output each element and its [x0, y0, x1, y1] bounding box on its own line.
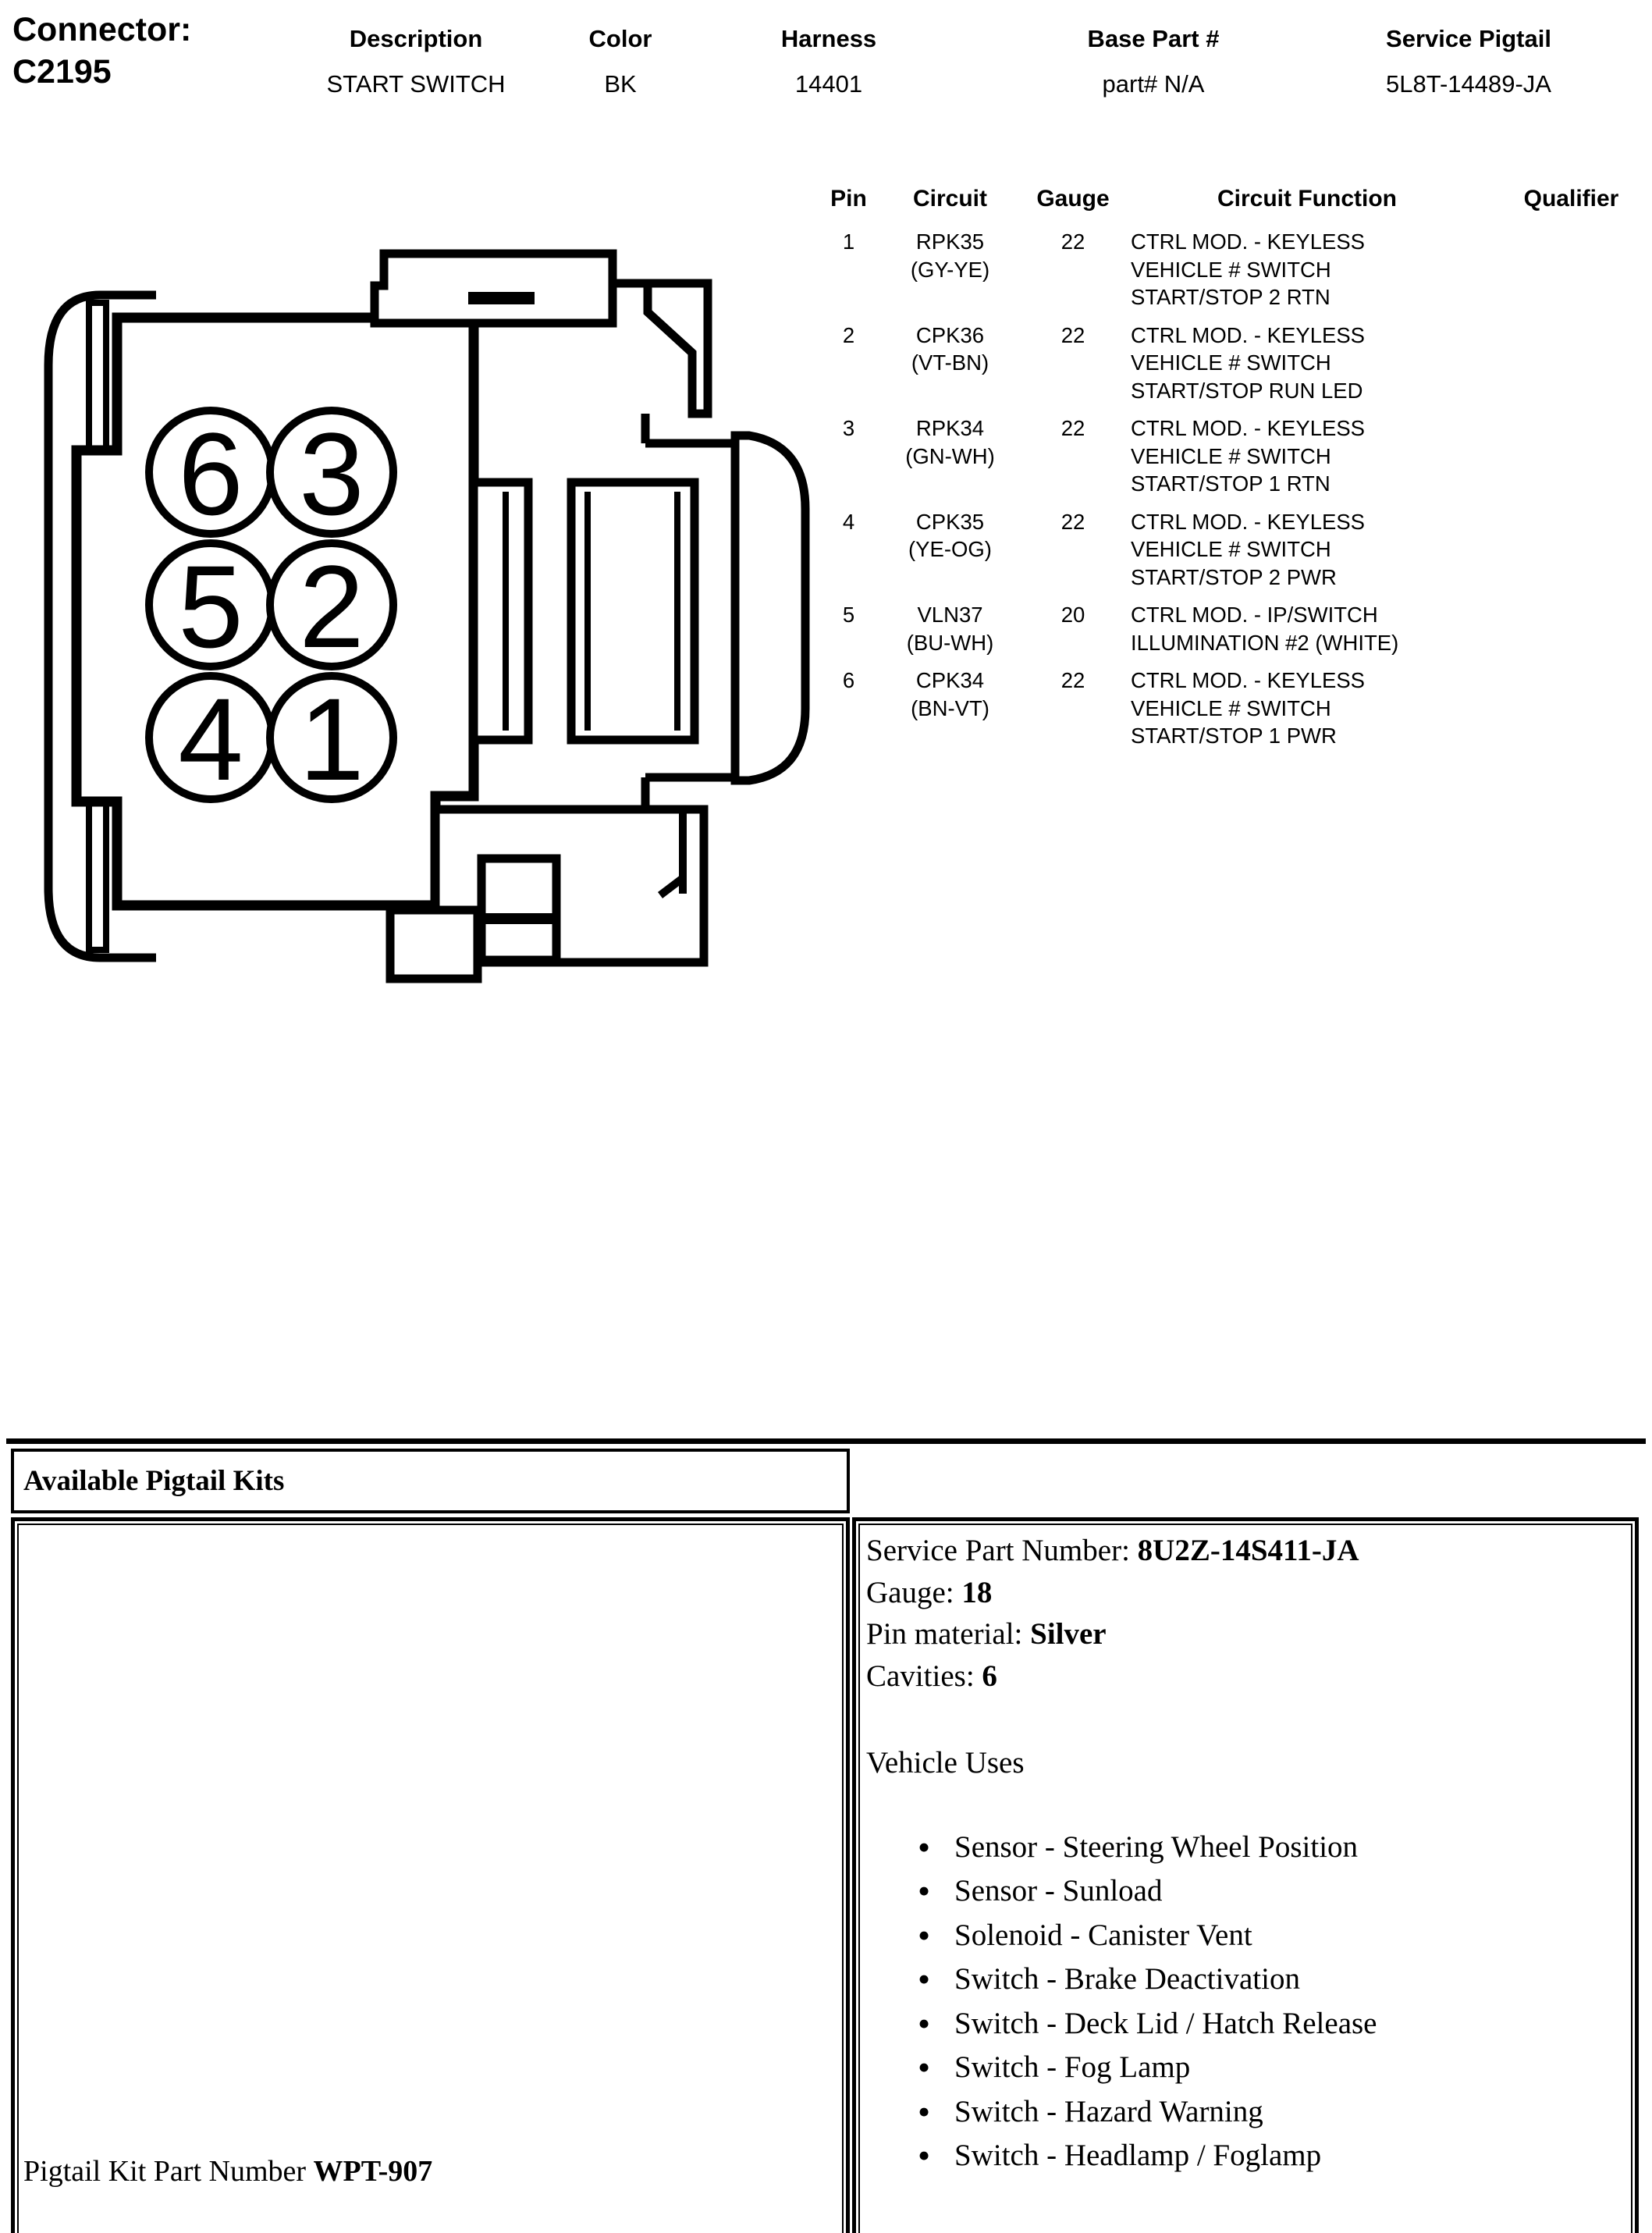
foot-window-divider [481, 913, 556, 924]
vehicle-use-text: Switch - Headlamp / Foglamp [954, 2139, 1322, 2172]
foot-window [481, 859, 556, 960]
vehicle-use-item [866, 2046, 1628, 2090]
circuit-code: RPK34 [915, 416, 985, 440]
service-part-number-line [866, 1530, 1628, 1572]
gauge: 22 [1060, 229, 1085, 254]
spec-label: Service Part Number: [866, 1534, 1138, 1567]
circuit-code: CPK34 [915, 668, 985, 692]
circuit-code: VLN37 [917, 603, 983, 627]
function-line: START/STOP 2 PWR [1131, 564, 1337, 589]
function-line: CTRL MOD. - KEYLESS [1131, 322, 1366, 347]
field-label-service-pigtail: Service Pigtail [1386, 25, 1551, 52]
function-line: ILLUMINATION #2 (WHITE) [1131, 630, 1399, 655]
bullet-icon: • [918, 2091, 931, 2132]
kit-part-number-value: WPT-907 [313, 2155, 433, 2188]
cap-latch-bottom [89, 802, 106, 950]
vehicle-use-item [866, 2002, 1628, 2046]
field-label-base-part: Base Part # [1087, 25, 1220, 52]
field-value-service-pigtail: 5L8T-14489-JA [1386, 70, 1551, 98]
service-info-content [866, 1530, 1628, 2178]
circuit-cell [878, 667, 1022, 750]
circuit-function [1124, 322, 1490, 405]
vehicle-use-text: Switch - Brake Deactivation [954, 1962, 1300, 1996]
spec-value: 18 [961, 1575, 993, 1609]
field-value-color: BK [604, 70, 637, 98]
slot-a [474, 482, 528, 740]
vehicle-uses-title: Vehicle Uses [866, 1746, 1025, 1780]
body-bottom-tab [390, 910, 478, 979]
dcap [735, 436, 805, 780]
circuit-function [1124, 601, 1490, 656]
spec-value: 6 [982, 1659, 997, 1693]
section-divider [6, 1438, 1646, 1444]
pigtail-kits-title: Available Pigtail Kits [23, 1465, 285, 1497]
circuit-code: RPK35 [915, 229, 985, 254]
qualifier [1490, 228, 1652, 311]
field-label-color: Color [588, 25, 652, 52]
vehicle-use-item [866, 2090, 1628, 2135]
circuit-color: (BU-WH) [906, 630, 994, 655]
vehicle-use-item [866, 1826, 1628, 1870]
function-line: VEHICLE # SWITCH [1131, 257, 1331, 282]
vehicle-use-item [866, 2134, 1628, 2178]
col-header-gauge: Gauge [1036, 186, 1110, 212]
circuit-color: (YE-OG) [908, 537, 992, 561]
pigtail-kits-box-inner [17, 1524, 844, 2233]
function-line: VEHICLE # SWITCH [1131, 537, 1331, 561]
circuit-cell [878, 601, 1022, 656]
spec-label: Pin material: [866, 1617, 1031, 1651]
vehicle-use-item [866, 1869, 1628, 1914]
vehicle-use-text: Solenoid - Canister Vent [954, 1918, 1252, 1952]
function-line: VEHICLE # SWITCH [1131, 443, 1331, 468]
gauge-line [866, 1572, 1628, 1614]
cavity-number: 5 [178, 541, 243, 672]
cavities-line [866, 1655, 1628, 1698]
vehicle-use-text: Switch - Deck Lid / Hatch Release [954, 2006, 1377, 2040]
pin-row-6 [819, 667, 1652, 750]
pin-number: 5 [842, 603, 855, 627]
function-line: START/STOP 1 RTN [1131, 471, 1330, 496]
function-line: CTRL MOD. - KEYLESS [1131, 509, 1366, 534]
field-label-description: Description [349, 25, 483, 52]
col-header-pin: Pin [830, 186, 867, 212]
col-header-function: Circuit Function [1217, 186, 1397, 212]
pin-row-2 [819, 322, 1652, 405]
circuit-code: CPK35 [915, 509, 985, 534]
pin-table-header [819, 186, 1652, 212]
circuit-cell [878, 228, 1022, 311]
circuit-cell [878, 322, 1022, 405]
circuit-function [1124, 667, 1490, 750]
circuit-function [1124, 508, 1490, 592]
pin-number: 3 [842, 416, 855, 440]
vehicle-use-item [866, 1957, 1628, 2002]
bullet-icon: • [918, 1871, 931, 1911]
gauge: 20 [1060, 603, 1085, 627]
pin-number: 1 [842, 229, 855, 254]
function-line: CTRL MOD. - KEYLESS [1131, 229, 1366, 254]
circuit-cell [878, 508, 1022, 592]
cavity-number: 6 [178, 408, 243, 539]
bullet-icon: • [918, 2135, 931, 2175]
function-line: START/STOP RUN LED [1131, 378, 1363, 403]
circuit-function [1124, 228, 1490, 311]
pin-number: 6 [842, 668, 855, 692]
vehicle-use-text: Sensor - Sunload [954, 1874, 1163, 1908]
cap-latch-top [89, 303, 106, 451]
field-value-base-part: part# N/A [1102, 70, 1205, 98]
field-label-harness: Harness [780, 25, 877, 52]
circuit-color: (GY-YE) [910, 257, 990, 282]
function-line: START/STOP 1 PWR [1131, 724, 1337, 748]
vehicle-uses-list [866, 1826, 1628, 2178]
bullet-icon: • [918, 1826, 931, 1867]
qualifier [1490, 322, 1652, 405]
latch-bracket [613, 283, 708, 414]
circuit-color: (BN-VT) [911, 695, 989, 720]
top-tab [375, 254, 613, 323]
pigtail-kits-box [11, 1517, 850, 2233]
vehicle-use-text: Sensor - Steering Wheel Position [954, 1829, 1359, 1864]
gauge: 22 [1060, 416, 1085, 440]
vehicle-use-item [866, 1914, 1628, 1958]
circuit-color: (VT-BN) [911, 350, 989, 375]
col-header-circuit: Circuit [912, 186, 987, 212]
cavity-number: 1 [299, 674, 364, 805]
vehicle-use-text: Switch - Hazard Warning [954, 2094, 1263, 2128]
cavity-number: 2 [299, 541, 364, 672]
spec-label: Gauge: [866, 1575, 962, 1609]
circuit-cell [878, 414, 1022, 498]
connector-label: Connector: [12, 11, 192, 48]
kit-part-number-label: Pigtail Kit Part Number [23, 2155, 314, 2188]
function-line: CTRL MOD. - KEYLESS [1131, 668, 1366, 692]
pin-material-line [866, 1613, 1628, 1655]
pin-row-1 [819, 228, 1652, 311]
connector-diagram [23, 234, 812, 999]
spec-value: Silver [1030, 1617, 1107, 1651]
function-line: CTRL MOD. - IP/SWITCH [1131, 603, 1378, 627]
circuit-code: CPK36 [915, 322, 985, 347]
gauge: 22 [1060, 322, 1085, 347]
pin-number: 4 [842, 509, 855, 534]
qualifier [1490, 414, 1652, 498]
pin-row-5 [819, 601, 1652, 656]
service-info-box [852, 1517, 1639, 2233]
vehicle-use-text: Switch - Fog Lamp [954, 2050, 1191, 2084]
field-value-description: START SWITCH [326, 70, 506, 98]
function-line: VEHICLE # SWITCH [1131, 350, 1331, 375]
pin-table [819, 186, 1652, 760]
pin-row-4 [819, 508, 1652, 592]
function-line: CTRL MOD. - KEYLESS [1131, 416, 1366, 440]
bullet-icon: • [918, 1959, 931, 1999]
qualifier [1490, 601, 1652, 656]
function-line: START/STOP 2 RTN [1131, 285, 1330, 309]
function-line: VEHICLE # SWITCH [1131, 695, 1331, 720]
spec-label: Cavities: [866, 1659, 982, 1693]
kit-part-number-line [23, 2154, 432, 2189]
circuit-function [1124, 414, 1490, 498]
bullet-icon: • [918, 2003, 931, 2043]
service-info-box-inner [858, 1524, 1632, 2233]
qualifier [1490, 667, 1652, 750]
pigtail-kits-title-box [11, 1449, 850, 1513]
cavity-number: 4 [178, 674, 243, 805]
gauge: 22 [1060, 509, 1085, 534]
connector-id: C2195 [12, 53, 112, 91]
qualifier [1490, 508, 1652, 592]
pin-number: 2 [842, 322, 855, 347]
pin-row-3 [819, 414, 1652, 498]
spec-value: 8U2Z-14S411-JA [1137, 1534, 1359, 1567]
bullet-icon: • [918, 2047, 931, 2087]
field-value-harness: 14401 [794, 70, 863, 98]
tab-slot [468, 292, 535, 304]
col-header-qualifier: Qualifier [1523, 186, 1619, 212]
gauge: 22 [1060, 668, 1085, 692]
bullet-icon: • [918, 1915, 931, 1955]
circuit-color: (GN-WH) [905, 443, 995, 468]
cavity-number: 3 [299, 408, 364, 539]
